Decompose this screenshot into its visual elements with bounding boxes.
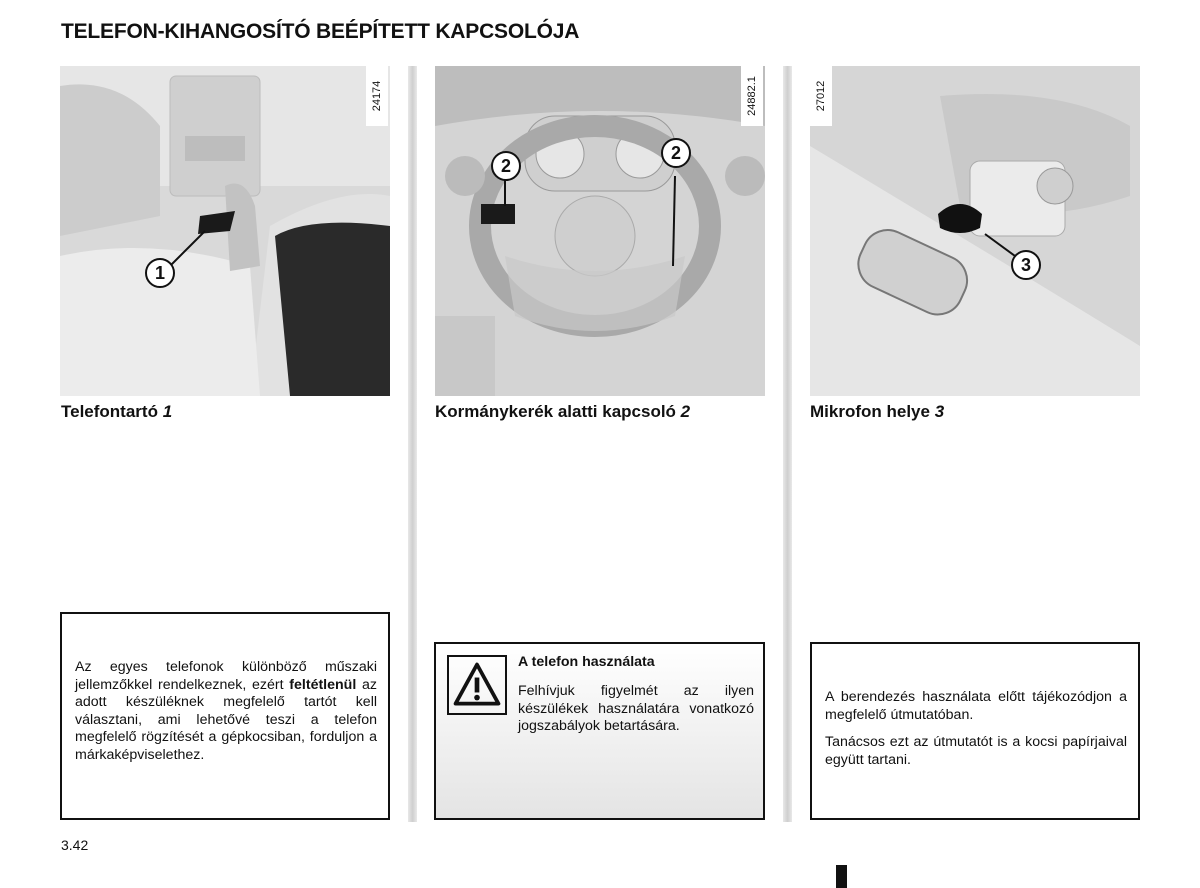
- warning-box: [434, 642, 765, 820]
- info-text-left: Az egyes telefonok különböző műszaki jellemzőkkel rendelkeznek, ezért feltétlenül az adott készüléknek megfelelő tartót kell választani, ami lehetővé teszi a telefon megfelelő rögzítését a gépkocsiban, forduljon a márkaképviselethez.: [75, 659, 377, 763]
- page-title: TELEFON-KIHANGOSÍTÓ BEÉPÍTETT KAPCSOLÓJA: [61, 20, 580, 43]
- caption-steering-switch: Kormánykerék alatti kapcsoló 2: [435, 402, 691, 421]
- warning-triangle-icon: [447, 655, 507, 715]
- caption-phone-holder: Telefontartó 1: [61, 402, 173, 421]
- caption-microphone: Mikrofon helye 3: [810, 402, 945, 421]
- info-box-right: [810, 642, 1140, 820]
- column-divider: [783, 66, 792, 822]
- page-number: 3.42: [61, 837, 89, 853]
- reference-code: 24174: [366, 66, 388, 126]
- callout-3: 3: [1011, 250, 1041, 280]
- info-box-left: [60, 612, 390, 820]
- warning-title: A telefon használata: [518, 654, 655, 670]
- photo-phone-holder: [60, 66, 390, 396]
- callout-2-right: 2: [661, 138, 691, 168]
- column-divider: [408, 66, 417, 822]
- reference-code: 27012: [810, 66, 832, 126]
- info-text-right: A berendezés használata előtt tájékozódjon a megfelelő útmutatóban. Tanácsos ezt az útmutatót is a kocsi papírjaival együtt tartani.: [825, 689, 1127, 768]
- photo-steering-wheel-switch: [435, 66, 765, 396]
- reference-code: 24882.1: [741, 66, 763, 126]
- callout-2-left: 2: [491, 151, 521, 181]
- callout-1: 1: [145, 258, 175, 288]
- section-edge-marker: [836, 865, 847, 888]
- warning-body: Felhívjuk figyelmét az ilyen készülékek használatára vonatkozó jogszabályok betartására.: [518, 683, 754, 734]
- photo-microphone: [810, 66, 1140, 396]
